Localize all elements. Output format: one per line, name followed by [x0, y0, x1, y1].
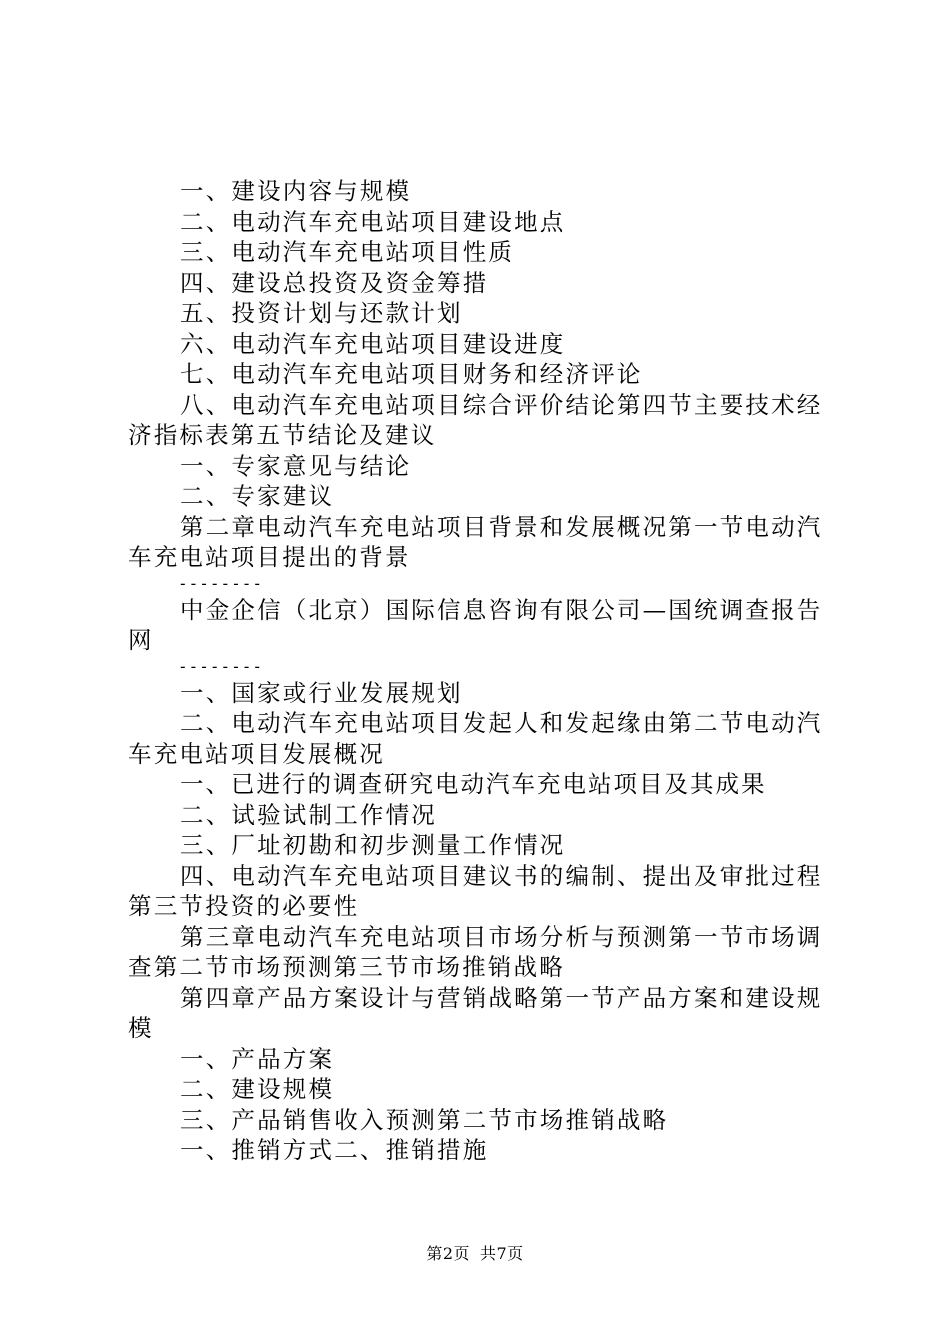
toc-line: 一、国家或行业发展规划	[180, 678, 463, 707]
toc-line: 二、电动汽车充电站项目发起人和发起缘由第二节电动汽车充电站项目发展概况	[128, 709, 823, 768]
page-number: 第2页	[426, 1244, 470, 1263]
toc-line: 三、产品销售收入预测第二节市场推销战略	[180, 1105, 669, 1134]
chapter-heading: 第二章电动汽车充电站项目背景和发展概况第一节电动汽车充电站项目提出的背景	[128, 512, 823, 571]
page-total: 共7页	[480, 1244, 524, 1263]
chapter-heading: 第四章产品方案设计与营销战略第一节产品方案和建设规模	[128, 983, 823, 1042]
toc-line: 二、建设规模	[180, 1075, 335, 1103]
document-body	[128, 176, 834, 1166]
toc-line: 四、建设总投资及资金筹措	[180, 268, 489, 297]
page-footer	[0, 1244, 950, 1264]
chapter-heading: 第三章电动汽车充电站项目市场分析与预测第一节市场调查第二节市场预测第三节市场推销战略	[128, 922, 823, 981]
toc-line: 一、产品方案	[180, 1044, 335, 1073]
separator-line: --------	[178, 656, 264, 676]
toc-line: 一、推销方式二、推销措施	[180, 1136, 489, 1164]
toc-line: 五、投资计划与还款计划	[180, 299, 463, 327]
separator-line: --------	[178, 573, 264, 593]
toc-line: 八、电动汽车充电站项目综合评价结论第四节主要技术经济指标表第五节结论及建议	[128, 390, 823, 449]
toc-line: 六、电动汽车充电站项目建设进度	[180, 329, 566, 358]
toc-line: 二、试验试制工作情况	[180, 800, 437, 829]
toc-line: 一、已进行的调查研究电动汽车充电站项目及其成果	[180, 770, 767, 798]
source-note: 中金企信（北京）国际信息咨询有限公司—国统调查报告网	[128, 595, 823, 654]
toc-line: 一、专家意见与结论	[180, 451, 412, 480]
toc-line: 四、电动汽车充电站项目建议书的编制、提出及审批过程第三节投资的必要性	[128, 861, 823, 920]
toc-line: 二、电动汽车充电站项目建设地点	[180, 207, 566, 236]
toc-line: 三、电动汽车充电站项目性质	[180, 238, 515, 266]
toc-line: 七、电动汽车充电站项目财务和经济评论	[180, 360, 643, 388]
toc-line: 三、厂址初勘和初步测量工作情况	[180, 831, 566, 859]
toc-line: 一、建设内容与规模	[180, 177, 412, 205]
toc-line: 二、专家建议	[180, 482, 335, 510]
